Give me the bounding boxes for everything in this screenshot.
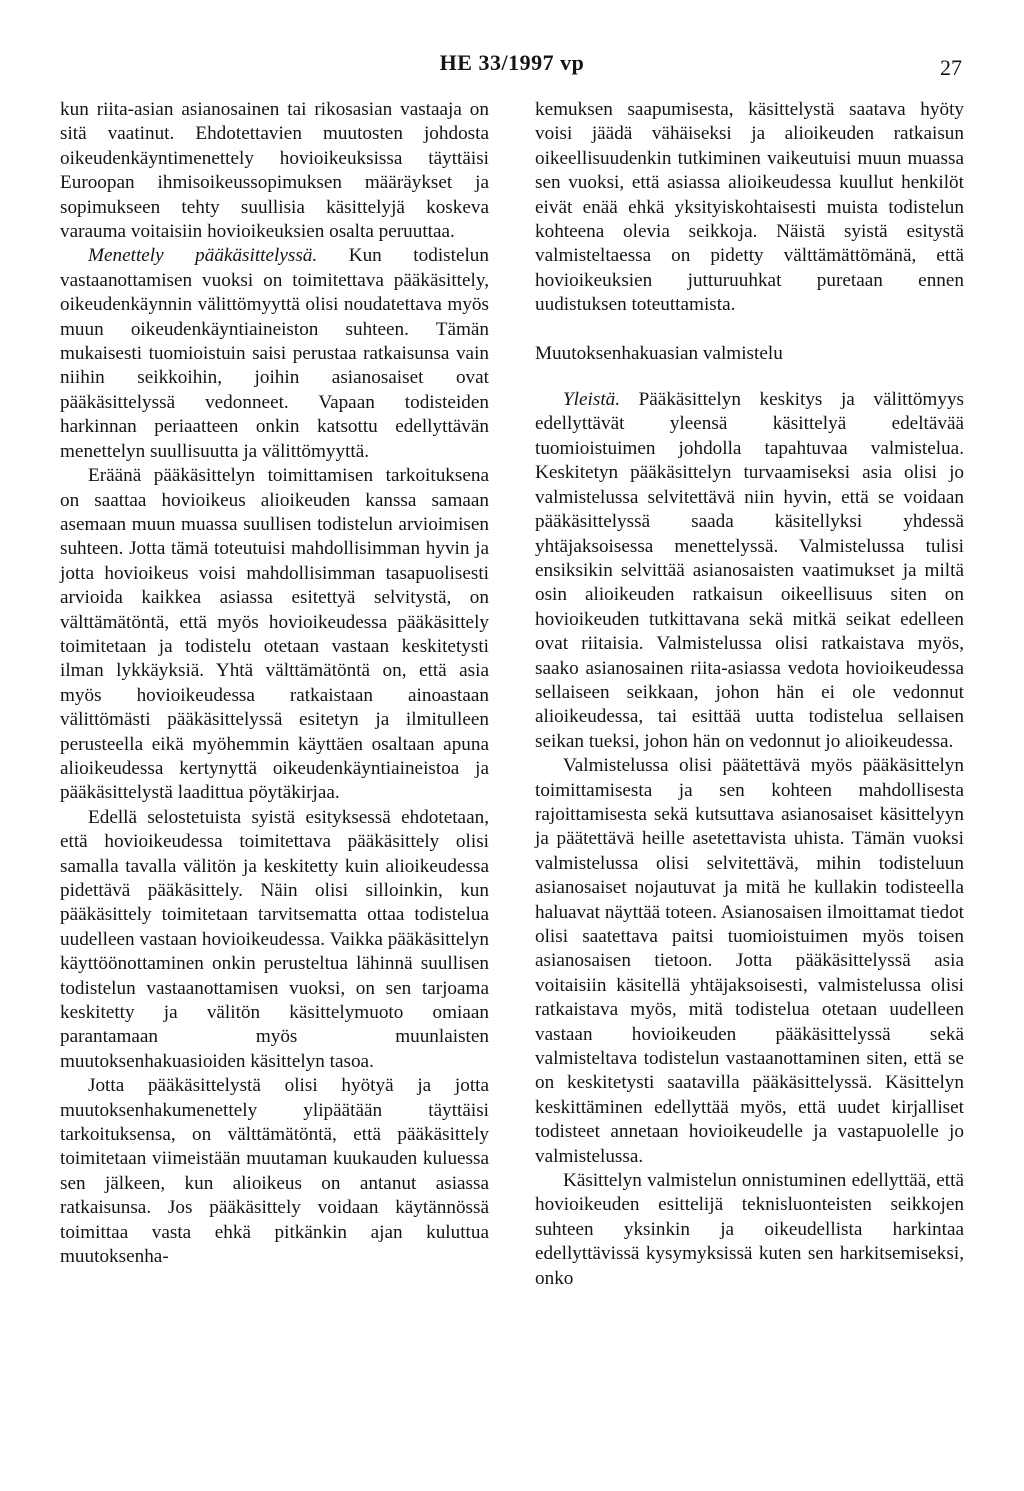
left-column	[60, 98, 489, 1270]
paragraph: kemuksen saapumisesta, käsittelystä saatava hyöty voisi jäädä vähäiseksi ja alioikeuden ratkaisun oikeellisuudenkin tutkiminen vaikeutuisi muun muassa sen vuoksi, että asiassa alioikeudessa kuullut henkilöt eivät enää ehkä yksityiskohtaisesti muista todistelun kohteena olevia seikkoja. Näistä syistä esitystä valmisteltaessa on pidetty välttämättömänä, että hovioikeuksien jutturuuhkat puretaan ennen uudistuksen toteuttamista.	[535, 99, 964, 316]
right-column	[535, 98, 964, 1291]
paragraph: Eräänä pääkäsittelyn toimittamisen tarkoituksena on saattaa hovioikeus alioikeuden kanssa samaan asemaan muun muassa suullisen todistelun arvioimisen suhteen. Jotta tämä toteutuisi mahdollisimman hyvin ja jotta hovioikeus voisi mahdollisimman tasapuolisesti arvioida kaikkea asiassa esitettyä selvitystä, on välttämätöntä, että myös hovioikeudessa pääkäsittely toimitetaan ja todistelu otetaan vastaan keskitetysti ilman lykkäyksiä. Yhtä välttämätöntä on, että asia myös hovioikeudessa ratkaistaan ainoastaan välittömästi pääkäsittelyssä esitetyn ja ilmitulleen perusteella eikä myöhemmin käyttäen osaltaan apuna alioikeudessa kertynyttä oikeudenkäyntiaineistoa ja pääkäsittelystä laadittua pöytäkirjaa.	[60, 465, 489, 804]
paragraph: Jotta pääkäsittelystä olisi hyötyä ja jotta muutoksenhakumenettely ylipäätään täyttäisi tarkoituksensa, on välttämätöntä, että pääkäsittely toimitetaan viimeistään muutaman kuukauden kuluessa sen jälkeen, kun alioikeus on antanut asiassa ratkaisunsa. Jos pääkäsittely voidaan käytännössä toimittaa vasta ehkä pitkänkin ajan kuluttua muutoksenha-	[60, 1075, 489, 1268]
paragraph-text: Pääkäsittelyn keskitys ja välittömyys edellyttävät yleensä käsittelyä edeltävää tuomioistuimen johdolla tapahtuvaa valmistelua. Keskitetyn pääkäsittelyn turvaamiseksi asia olisi jo valmistelussa selvitettävä niin hyvin, että se voidaan pääkäsittelyssä saada käsitellyksi yhdessä yhtäjaksoisessa menettelyssä. Valmistelussa tulisi ensiksikin selvittää asianosaisten vaatimukset ja miltä osin alioikeuden ratkaisun oikeellisuus siten on hovioikeuden tutkittavana sekä mitkä seikat edelleen ovat riitaisia. Valmistelussa olisi ratkaistava myös, saako asianosainen riita-asiassa vedota hovioikeudessa sellaiseen seikkaan, johon hän ei ole vedonnut alioikeudessa, tai esittää uutta todistelua sellaisen seikan tueksi, johon hän on vedonnut jo alioikeudessa.	[535, 389, 964, 752]
page-number: 27	[940, 55, 962, 80]
paragraph	[535, 388, 964, 754]
paragraph-text: Kun todistelun vastaanottamisen vuoksi on toimitettava pääkäsittely, oikeudenkäynnin välittömyyttä olisi noudatettava myös muun oikeudenkäyntiaineiston suhteen. Tämän mukaisesti tuomioistuin saisi perustaa ratkaisunsa vain niihin seikkoihin, joihin asianosaiset ovat pääkäsittelyssä vedonneet. Vapaan todisteiden harkinnan periaatteen onkin katsottu edellyttävän menettelyn suullisuutta ja välittömyyttä.	[60, 245, 489, 462]
paragraph	[60, 244, 489, 464]
paragraph: Edellä selostetuista syistä esityksessä ehdotetaan, että hovioikeudessa toimitettava pääkäsittely olisi samalla tavalla välitön ja keskitetty kuin alioikeudessa pidettävä pääkäsittely. Näin olisi silloinkin, kun pääkäsittely toimitetaan tarvitsematta ottaa todistelua uudelleen vastaan hovioikeudessa. Vaikka pääkäsittelyn käyttöönottaminen onkin perusteltua lähinnä suullisen todistelun vastaanottamisen vuoksi, on sen tarjoama keskitetty ja välitön käsittelymuoto omiaan parantamaan myös muunlaisten muutoksenhakuasioiden käsittelyn tasoa.	[60, 806, 489, 1072]
paragraph: Valmistelussa olisi päätettävä myös pääkäsittelyn toimittamisesta ja sen kohteen mahdollisesta rajoittamisesta sekä kutsuttava asianosaiset käsittelyyn ja päätettävä heille asetettavista uhista. Tämän vuoksi valmistelussa olisi selvitettävä, mihin todisteluun asianosaiset nojautuvat ja mitä he kullakin todisteella haluavat näyttää toteen. Asianosaisen ilmoittamat tiedot olisi saatettava paitsi tuomioistuimen myös toisen asianosaisen tietoon. Jotta pääkäsittelyssä asia voitaisiin käsitellä yhtäjaksoisesti, valmistelussa olisi ratkaistava myös, mitä todistelua otetaan uudelleen vastaan hovioikeuden pääkäsittelyssä sekä valmisteltava todistelun vastaanottaminen siten, että se on keskitetysti saatavilla pääkäsittelyssä. Käsittelyn keskittäminen edellyttää myös, että uudet kirjalliset todisteet annetaan hovioikeudelle ja vastapuolelle jo valmistelussa.	[535, 755, 964, 1167]
paragraph: kun riita-asian asianosainen tai rikosasian vastaaja on sitä vaatinut. Ehdotettavien muutosten johdosta oikeudenkäyntimenettely hovioikeuksissa täyttäisi Euroopan ihmisoikeussopimuksen määräykset ja sopimukseen tehty suullisia käsittelyjä koskeva varauma voitaisiin hovioikeuksien osalta peruuttaa.	[60, 99, 489, 243]
section-heading: Muutoksenhakuasian valmistelu	[535, 342, 783, 364]
paragraph-lead: Yleistä.	[563, 389, 621, 411]
paragraph-lead: Menettely pääkäsittelyssä.	[88, 245, 318, 267]
paragraph: Käsittelyn valmistelun onnistuminen edellyttää, että hovioikeuden esittelijä teknisluonteisten seikkojen suhteen yksinkin ja oikeudellista harkintaa edellyttävissä kysymyksissä kuten sen harkitsemiseksi, onko	[535, 1170, 964, 1289]
page-header-title: HE 33/1997 vp	[439, 50, 585, 75]
